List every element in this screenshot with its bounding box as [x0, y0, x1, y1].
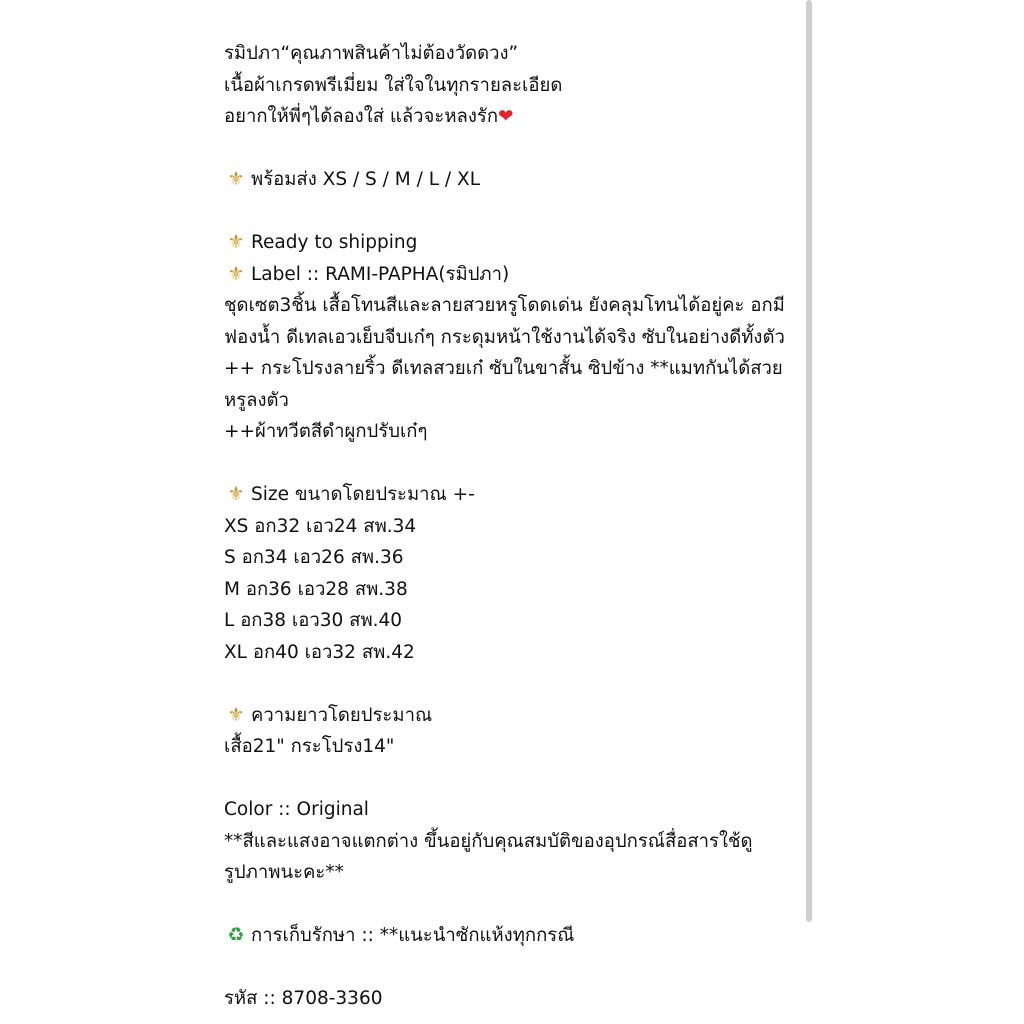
- spacer: [224, 196, 804, 228]
- fleur-de-lis-icon: ⚜: [227, 483, 245, 505]
- spacer: [224, 668, 804, 700]
- care-text: การเก็บรักษา :: **แนะนำซักแห้งทุกกรณี: [251, 925, 575, 946]
- size-row: S อก34 เอว26 สพ.36: [224, 547, 404, 568]
- color-note-line: รูปภาพนะคะ**: [224, 862, 344, 883]
- ready-sizes-line: [224, 164, 804, 196]
- color-note-line: **สีและแสงอาจแตกต่าง ขึ้นอยู่กับคุณสมบัติของอุปกรณ์สื่อสารใช้ดู: [224, 830, 753, 852]
- size-title-line: [224, 479, 804, 511]
- spacer: [224, 952, 804, 984]
- vertical-scrollbar[interactable]: [806, 0, 812, 922]
- description-line: ++ผ้าทวีตสีดำผูกปรับเก๋ๆ: [224, 421, 428, 442]
- product-description: [224, 38, 804, 1015]
- care-line: [224, 920, 804, 952]
- spacer: [224, 763, 804, 795]
- size-row: M อก36 เอว28 สพ.38: [224, 578, 408, 600]
- label-line: [224, 259, 804, 291]
- size-row: L อก38 เอว30 สพ.40: [224, 610, 403, 631]
- spacer: [224, 448, 804, 480]
- shipping-text: Ready to shipping: [251, 232, 418, 253]
- recycle-icon: ♻: [227, 924, 245, 946]
- length-title-text: ความยาวโดยประมาณ: [251, 704, 433, 726]
- intro-line-2: เนื้อผ้าเกรดพรีเมี่ยม ใส่ใจในทุกรายละเอียด: [224, 74, 563, 96]
- description-line: หรูลงตัว: [224, 389, 289, 411]
- description-line: ฟองน้ำ ดีเทลเอวเย็บจีบเก๋ๆ กระดุมหน้าใช้งานได้จริง ซับในอย่างดีทั้งตัว: [224, 326, 785, 348]
- description-line: ชุดเซต3ชิ้น เสื้อโทนสีและลายสวยหรูโดดเด่น ยังคลุมโทนได้อยู่คะ อกมี: [224, 295, 785, 316]
- ready-sizes-text: พร้อมส่ง XS / S / M / L / XL: [251, 169, 481, 190]
- size-row: XL อก40 เอว32 สพ.42: [224, 641, 415, 663]
- fleur-de-lis-icon: ⚜: [227, 262, 245, 285]
- spacer: [224, 133, 804, 165]
- fleur-de-lis-icon: ⚜: [227, 168, 245, 190]
- intro-line-3: [224, 101, 804, 133]
- length-title-line: [224, 700, 804, 732]
- fleur-de-lis-icon: ⚜: [227, 703, 245, 726]
- length-values: เสื้อ21" กระโปรง14": [224, 736, 395, 757]
- product-code: รหัส :: 8708-3360: [224, 988, 383, 1009]
- spacer: [224, 889, 804, 921]
- size-row: XS อก32 เอว24 สพ.34: [224, 515, 417, 537]
- color-line: Color :: Original: [224, 799, 369, 820]
- size-title-text: Size ขนาดโดยประมาณ +-: [251, 484, 475, 505]
- intro-line-1: รมิปภา“คุณภาพสินค้าไม่ต้องวัดดวง”: [224, 43, 519, 64]
- heart-icon: ❤: [498, 106, 514, 127]
- fleur-de-lis-icon: ⚜: [227, 231, 245, 253]
- intro-line-3-text: อยากให้พี่ๆได้ลองใส่ แล้วจะหลงรัก: [224, 106, 499, 127]
- description-line: ++ กระโปรงลายริ้ว ดีเทลสวยเก๋ ซับในขาสั้น ซิปข้าง **แมทกันได้สวย: [224, 358, 783, 379]
- shipping-line: [224, 227, 804, 259]
- label-text: Label :: RAMI-PAPHA(รมิปภา): [251, 263, 510, 285]
